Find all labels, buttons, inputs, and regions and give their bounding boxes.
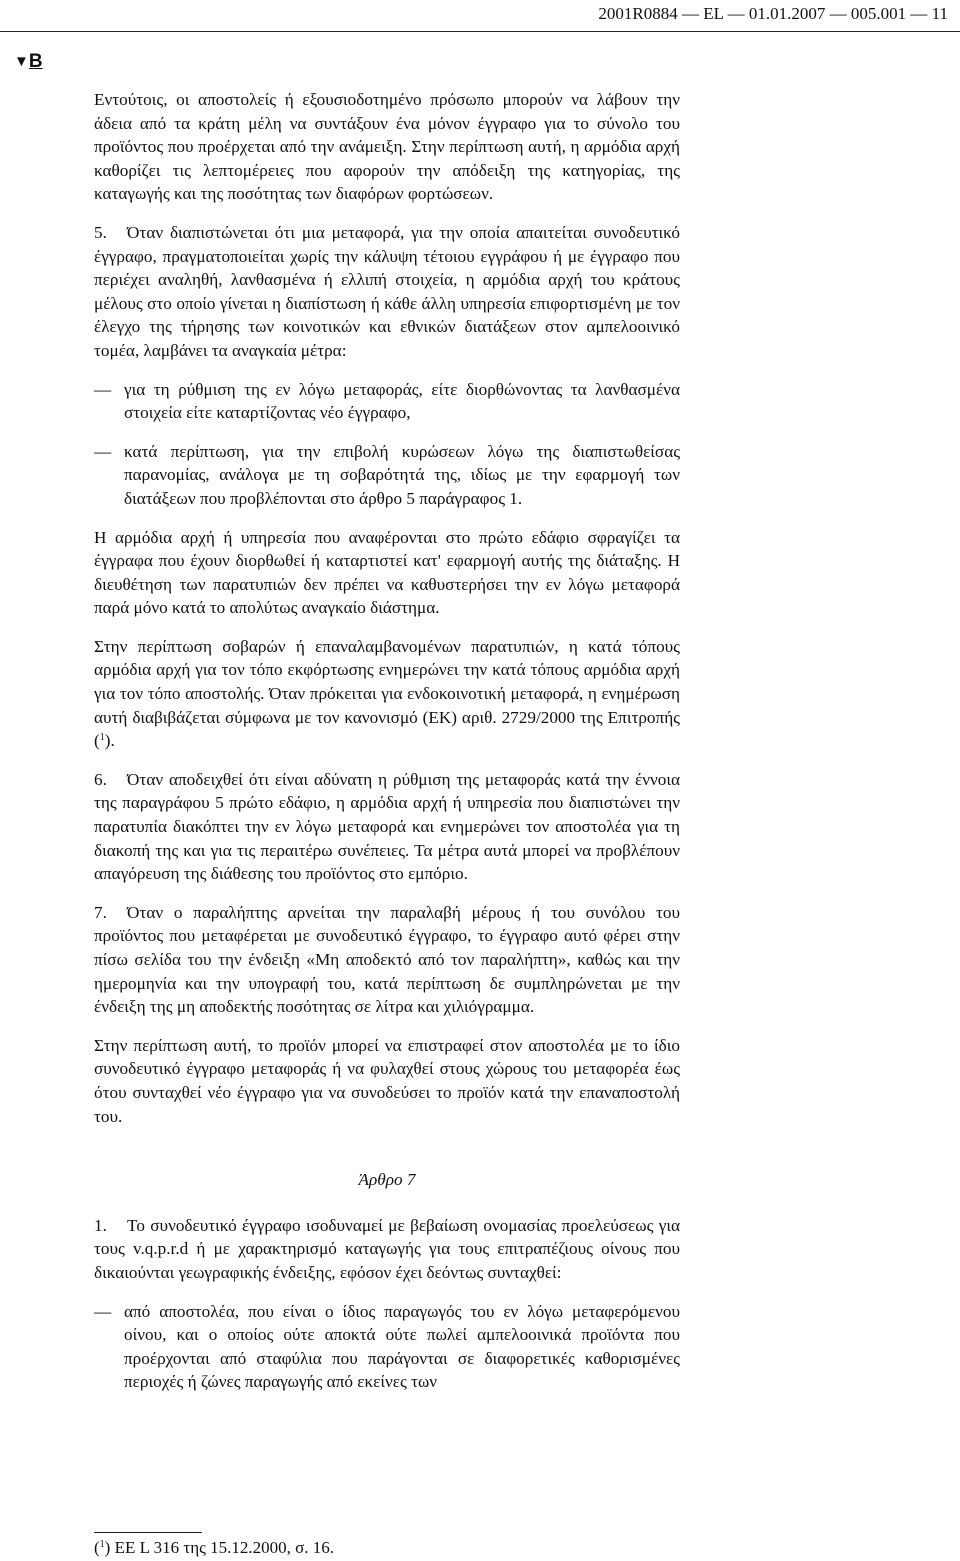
triangle-down-icon: ▼ bbox=[14, 53, 29, 70]
footnote-close-paren: ) bbox=[104, 1538, 111, 1557]
footnote-number: 1 bbox=[99, 1539, 105, 1550]
dash-bullet: — bbox=[94, 1301, 112, 1321]
consolidation-marker bbox=[14, 50, 43, 74]
paragraph-text: Όταν διαπιστώνεται ότι μια μεταφορά, για την οποία απαιτείται συνοδευτικό έγγραφο, πραγματοποιείται χωρίς την κάλυψη τέτοιου εγγράφου ή με έγγραφο που περιέχει αναληθή, λανθασμένα ή ελλιπή στοιχεία, η αρμόδια αρχή του κράτους μέλους στο οποίο γίνεται η διαπίστωση ή κάθε άλλη υπηρεσία επιφορτισμένη με τον έλεγχο της τήρησης των κοινοτικών και εθνικών διατάξεων στον αμπελοοινικό τομέα, λαμβάνει τα αναγκαία μέτρα: bbox=[94, 222, 680, 360]
paragraph-text: Όταν ο παραλήπτης αρνείται την παραλαβή μέρους ή του συνόλου του προϊόντος που μεταφέρεται με συνοδευτικό έγγραφο, το έγγραφο αυτό φέρει στην πίσω σελίδα του την ένδειξη «Μη αποδεκτό από τον παραλήπτη», καθώς και την ημερομηνία και την υπογραφή του, κατά περίπτωση δε συμπληρώνεται με την ένδειξη της μη αποδεκτής ποσότητας σε λίτρα και χιλιόγραμμα. bbox=[94, 902, 680, 1017]
paragraph-6 bbox=[94, 768, 680, 886]
footnote-divider bbox=[94, 1532, 202, 1533]
paragraph-5 bbox=[94, 221, 680, 363]
paragraph-stamp: Η αρμόδια αρχή ή υπηρεσία που αναφέρονται στο πρώτο εδάφιο σφραγίζει τα έγγραφα που έχουν διορθωθεί ή καταρτιστεί κατ' εφαρμογή αυτής της διάταξης. Η διευθέτηση των παρατυπιών δεν πρέπει να καθυστερήσει την εν λόγω μεταφορά παρά μόνο κατά το απολύτως αναγκαίο διάστημα. bbox=[94, 527, 680, 618]
amendment-letter: B bbox=[28, 51, 43, 72]
paragraph-text: Το συνοδευτικό έγγραφο ισοδυναμεί με βεβαίωση ονομασίας προελεύσεως για τους v.q.p.r.d ή με χαρακτηρισμό καταγωγής για τους επιτραπέζιους οίνους που δικαιούνται γεωγραφικής ένδειξης, εφόσον έχει δεόντως συνταχθεί: bbox=[94, 1215, 680, 1282]
article-title: Άρθρο 7 bbox=[358, 1170, 416, 1190]
paragraph-number: 7. bbox=[94, 902, 107, 922]
document-body bbox=[94, 88, 680, 1409]
header-divider bbox=[0, 31, 960, 32]
dash-bullet: — bbox=[94, 441, 112, 461]
list-item bbox=[94, 440, 680, 511]
list-item bbox=[94, 378, 680, 425]
dash-bullet: — bbox=[94, 379, 112, 399]
paragraph-number: 5. bbox=[94, 222, 107, 242]
list-item-text: για τη ρύθμιση της εν λόγω μεταφοράς, είτε διορθώνοντας τα λανθασμένα στοιχεία είτε καταρτίζοντας νέο έγγραφο, bbox=[124, 379, 680, 423]
paragraph-number: 1. bbox=[94, 1215, 107, 1235]
paragraph-return: Στην περίπτωση αυτή, το προϊόν μπορεί να επιστραφεί στον αποστολέα με το ίδιο συνοδευτικό έγγραφο μεταφοράς ή να φυλαχθεί στους χώρους του μεταφορέα έως ότου συνταχθεί νέο έγγραφο για να συνοδεύσει το προϊόν κατά την επαναποστολή του. bbox=[94, 1035, 680, 1126]
paragraph-text: Στην περίπτωση σοβαρών ή επαναλαμβανομένων παρατυπιών, η κατά τόπους αρμόδια αρχή για τον τόπο εκφόρτωσης ενημερώνει την κατά τόπους αρμόδια αρχή για τον τόπο αποστολής. Όταν πρόκειται για ενδοκοινοτική μεταφορά, η ενημέρωση αυτή διαβιβάζεται σύμφωνα με τον κανονισμό (ΕΚ) αριθ. 2729/2000 της Επιτροπής ( bbox=[94, 636, 680, 751]
footnote bbox=[94, 1537, 334, 1559]
paragraph-single-document: Εντούτοις, οι αποστολείς ή εξουσιοδοτημένο πρόσωπο μπορούν να λάβουν την άδεια από τα κράτη μέλη να συντάξουν ένα μόνον έγγραφο για το σύνολο του προϊόντος που προέρχεται από την ανάμειξη. Στην περίπτωση αυτή, η αρμόδια αρχή καθορίζει τις λεπτομέρειες που αφορούν την απόδειξη της κατηγορίας, της καταγωγής και της ποσότητας των διαφόρων φορτώσεων. bbox=[94, 90, 680, 204]
list-item bbox=[94, 1300, 680, 1394]
footnote-open-paren: ( bbox=[94, 1538, 100, 1557]
paragraph-serious-irregularities bbox=[94, 635, 680, 753]
paragraph-number: 6. bbox=[94, 769, 107, 789]
list-item-text: από αποστολέα, που είναι ο ίδιος παραγωγός του εν λόγω μεταφερόμενου οίνου, και ο οποίος ούτε αποκτά ούτε πωλεί αμπελοοινικά προϊόντα που προέρχονται από σταφύλια που παράγονται σε διαφορετικές καθορισμένες περιοχές ή ζώνες παραγωγής από εκείνες των bbox=[124, 1301, 680, 1392]
paragraph-7 bbox=[94, 901, 680, 1019]
article-paragraph-1 bbox=[94, 1214, 680, 1285]
list-item-text: κατά περίπτωση, για την επιβολή κυρώσεων λόγω της διαπιστωθείσας παρανομίας, ανάλογα με τη σοβαρότητά της, ιδίως με την εφαρμογή των διατάξεων που προβλέπονται στο άρθρο 5 παράγραφος 1. bbox=[124, 441, 680, 508]
footnote-reference[interactable]: 1 bbox=[99, 732, 105, 744]
footnote-text: ΕΕ L 316 της 15.12.2000, σ. 16. bbox=[114, 1538, 334, 1557]
paragraph-text-end: ). bbox=[104, 731, 115, 751]
page-header: 2001R0884 — EL — 01.01.2007 — 005.001 — 11 bbox=[598, 4, 948, 23]
paragraph-text: Όταν αποδειχθεί ότι είναι αδύνατη η ρύθμιση της μεταφοράς κατά την έννοια της παραγράφου 5 πρώτο εδάφιο, η αρμόδια αρχή ή υπηρεσία που διαπιστώνει την παρατυπία διακόπτει την εν λόγω μεταφορά και ενημερώνει τον αποστολέα για τη διακοπή της και για τις περαιτέρω συνέπειες. Τα μέτρα αυτά μπορεί να προβλέπουν απαγόρευση της διάθεσης του προϊόντος στο εμπόριο. bbox=[94, 769, 680, 884]
